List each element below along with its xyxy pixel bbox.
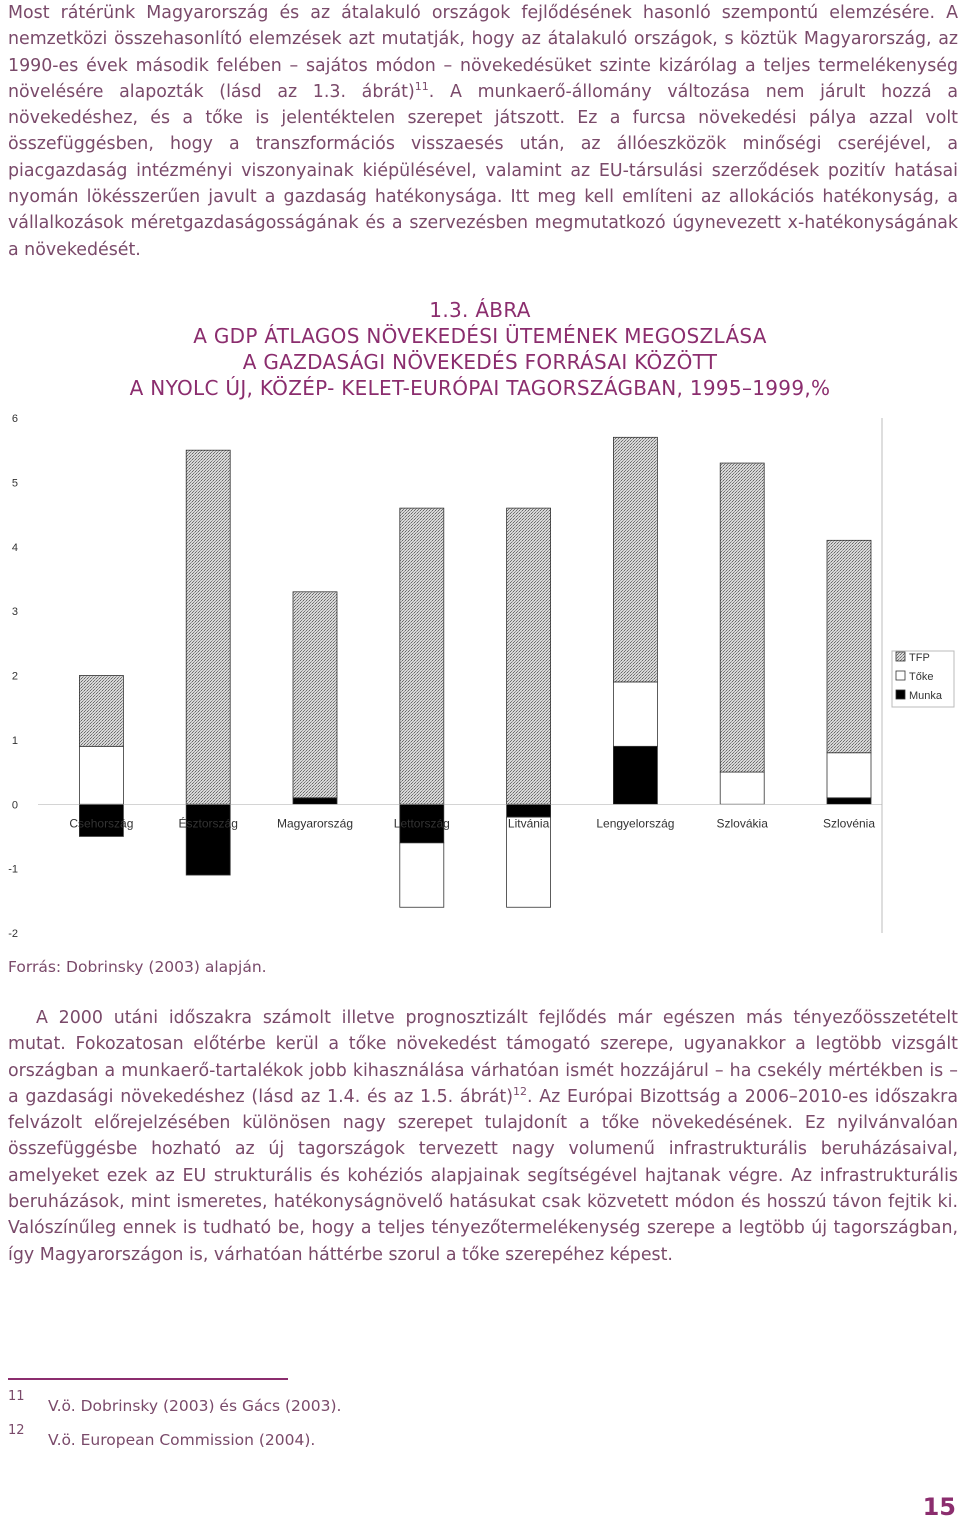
footnote-text: V.ö. European Commission (2004). (48, 1431, 316, 1449)
x-axis-labels (69, 815, 875, 830)
legend-label: Tőke (909, 671, 934, 683)
bar-segment-munka (186, 804, 230, 875)
bar-segment-munka (507, 804, 551, 817)
figure-source: Forrás: Dobrinsky (2003) alapján. (8, 958, 267, 976)
bar-segment-tfp (186, 450, 230, 804)
page-number: 15 (922, 1493, 956, 1521)
bar-segment-tfp (720, 463, 764, 772)
bar-segment-tfp (400, 508, 444, 804)
x-tick-label: Lengyelország (596, 816, 675, 831)
paragraph-intro-text: Most rátérünk Magyarország és az átalakuló országok fejlődésének hasonló szempontú elemzésére. A nemzetközi összehasonlító elemzések azt mutatják, hogy az átalakuló országok, s köztük Magyarország, az 1990-es évek második felében – sajátos módon – növekedésüket szinte kizárólag a teljes termelékenység növelésére alapozták (lásd az 1.3. ábrát) (8, 3, 958, 102)
footnote-number: 12 (8, 1423, 25, 1438)
bar-segment-tfp (827, 540, 871, 752)
y-tick-label: -1 (8, 863, 18, 876)
paragraph-outlook-text: A 2000 utáni időszakra számolt illetve prognosztizált fejlődés már egészen más tényezőösszetételt mutat. Fokozatosan előtérbe kerül a tőke növekedést támogató szerepe, ugyanakkor a legtöbb vizsgált országban a munkaerő-tartalékok jobb kihasználása várhatóan ismét hozzájárul – ha csekély mértékben is – a gazdasági növekedéshez (lásd az 1.4. és az 1.5. ábrát) (8, 1008, 958, 1107)
legend-swatch-munka (896, 690, 905, 699)
figure-title-line-2: A GAZDASÁGI NÖVEKEDÉS FORRÁSAI KÖZÖTT (242, 350, 718, 374)
bar-segment-tőke (79, 746, 123, 804)
paragraph-intro-text-cont: . A munkaerő-állomány változása nem járult hozzá a növekedéshez, és a tőke is jelentéktelen szerepet játszott. Ez a furcsa növekedési pálya azzal volt összefüggésben, hogy a transzformációs visszaesés után, az állóeszközök minőségi cseréjével, a piacgazdaság intézményi viszonyainak kiépülésével, valamint az EU-társulási szerződések pozitív hatásai nyomán lökésszerűen javult a gazdaság hatékonysága. Itt meg kell említeni az allokációs hatékonyság, a vállalkozások méretgazdaságosságának és a szervezésben megmutatkozó úgynevezett x-hatékonyságának a növekedését. (8, 81, 959, 260)
x-tick-label: Csehország (69, 816, 134, 831)
paragraph-intro (8, 0, 958, 263)
x-tick-label: Szlovákia (716, 816, 768, 831)
bar-segment-tőke (400, 843, 444, 907)
bar-segment-tőke (613, 682, 657, 746)
footnote-number: 11 (8, 1389, 25, 1404)
chart-container (0, 405, 960, 950)
y-tick-label: 4 (11, 541, 18, 554)
y-tick-label: 5 (11, 477, 18, 490)
gdp-growth-chart (0, 405, 960, 950)
bar-segment-tfp (79, 676, 123, 747)
figure-number: 1.3. ÁBRA (429, 298, 531, 322)
bar-segment-tőke (507, 817, 551, 907)
legend-label: TFP (909, 652, 930, 664)
figure-title-line-1: A GDP ÁTLAGOS NÖVEKEDÉSI ÜTEMÉNEK MEGOSZLÁSA (193, 324, 767, 348)
bars-group (38, 437, 882, 907)
y-tick-label: 3 (11, 606, 18, 619)
bar-segment-tőke (720, 772, 764, 804)
legend-label: Munka (909, 690, 943, 702)
bar-segment-tfp (293, 592, 337, 798)
y-tick-label: -2 (8, 928, 18, 940)
bar-segment-tfp (507, 508, 551, 804)
bar-segment-tőke (827, 753, 871, 798)
legend-swatch-tfp (896, 652, 905, 661)
x-tick-label: Lettország (393, 816, 450, 831)
chart-legend (892, 651, 954, 707)
bar-segment-tfp (613, 437, 657, 682)
paragraph-outlook-text-cont: . Az Európai Bizottság a 2006–2010-es időszakra felvázolt előrejelzésében különösen nagy szerepet tulajdonít a tőke növekedésének. Ez nyilvánvalóan összefüggésbe hozható az új tagországok tervezett nagy volumenű infrastrukturális beruházásaival, amelyeket ezek az EU strukturális és kohéziós alapjainak segítségével hajtanak végre. Az infrastrukturális beruházások, mint ismeretes, hatékonyságnövelő hatásukat csak közvetett módon és hosszú távon fejtik ki. Valószínűleg ennek is tudható be, hogy a teljes tényezőtermelékenység szerepe a legtöbb új tagországban, így Magyarországon is, várhatóan háttérbe szorul a tőke szerepéhez képest. (8, 1086, 958, 1265)
footnote-divider (8, 1378, 288, 1380)
bar-segment-munka (293, 798, 337, 804)
y-tick-label: 0 (11, 799, 18, 812)
paragraph-outlook (8, 1005, 958, 1268)
footnote-ref-12[interactable]: 12 (513, 1085, 528, 1099)
footnote-ref-11[interactable]: 11 (414, 80, 429, 94)
footnote-text: V.ö. Dobrinsky (2003) és Gács (2003). (48, 1397, 342, 1415)
x-tick-label: Litvánia (507, 816, 550, 831)
bar-segment-munka (613, 746, 657, 804)
y-axis-ticks (8, 413, 18, 940)
x-tick-label: Szlovénia (822, 816, 876, 831)
legend-swatch-tőke (896, 671, 905, 680)
x-tick-label: Magyarország (276, 816, 354, 831)
y-tick-label: 6 (11, 413, 18, 425)
bar-segment-munka (827, 798, 871, 804)
x-tick-label: Észtország (178, 816, 238, 831)
figure-title-line-3: A NYOLC ÚJ, KÖZÉP- KELET-EURÓPAI TAGORSZÁGBAN, 1995–1999,% (129, 376, 831, 400)
y-tick-label: 2 (11, 670, 18, 683)
y-tick-label: 1 (11, 734, 18, 747)
